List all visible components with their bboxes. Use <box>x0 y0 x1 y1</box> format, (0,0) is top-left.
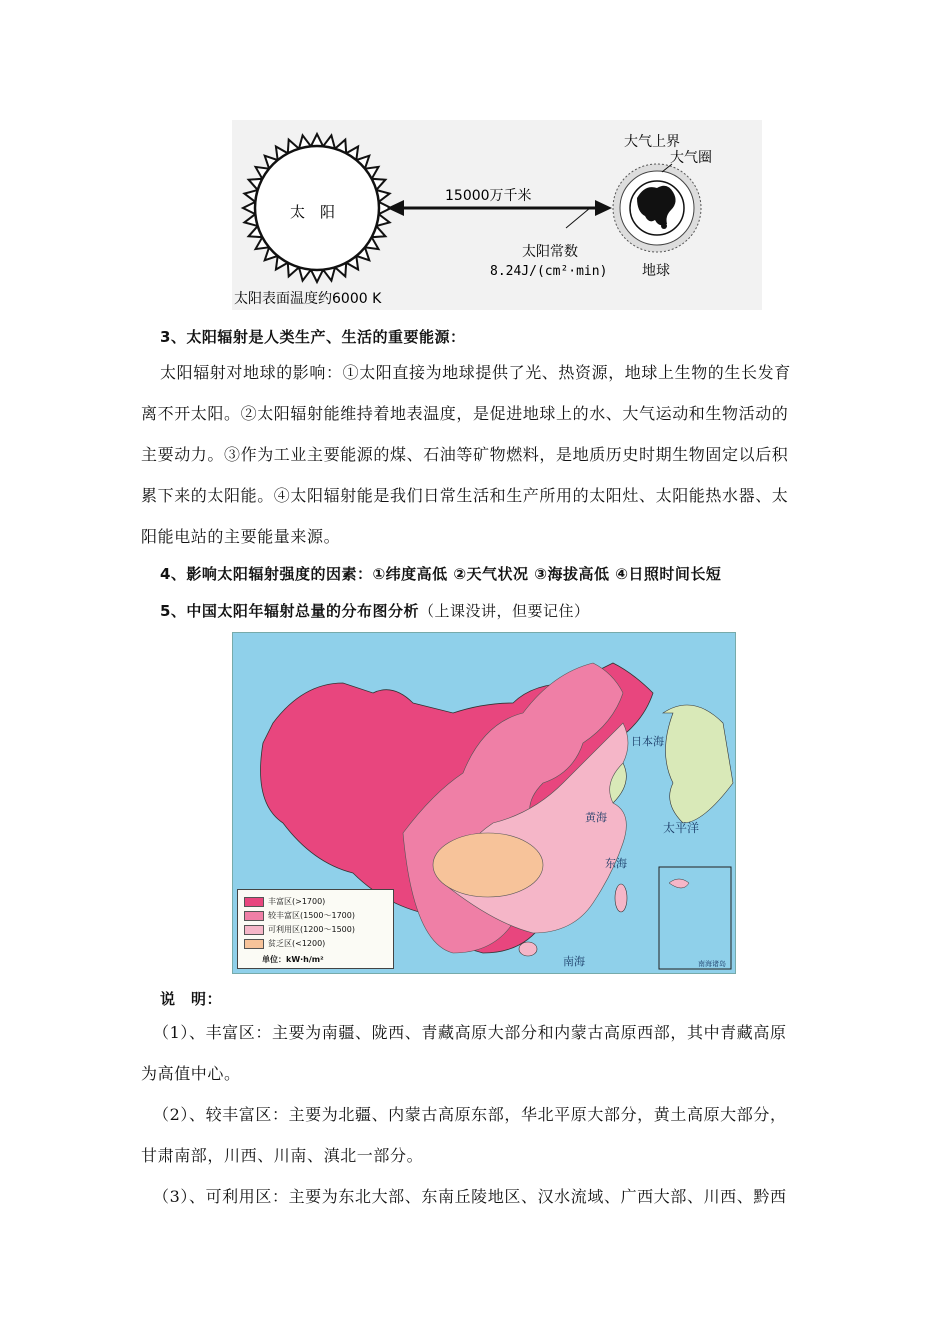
text-line: 累下来的太阳能。④太阳辐射能是我们日常生活和生产所用的太阳灶、太阳能热水器、太 <box>141 486 789 505</box>
sea-yellow-label: 黄海 <box>585 811 607 824</box>
inset-label: 南海诸岛 <box>698 960 726 968</box>
earth-icon <box>613 164 701 252</box>
text-line: （3）、可利用区：主要为东北大部、东南丘陵地区、汉水流域、广西大部、川西、黔西 <box>153 1187 787 1206</box>
section-5-note: （上课没讲，但要记住） <box>418 602 590 620</box>
sun-earth-diagram <box>232 120 762 310</box>
sun-label: 太 阳 <box>290 203 336 221</box>
section-3-heading: 3、太阳辐射是人类生产、生活的重要能源： <box>160 328 466 346</box>
legend-item: 贫乏区(<1200) <box>244 938 325 949</box>
ocean-label: 太平洋 <box>663 821 700 835</box>
legend-swatch <box>244 939 264 949</box>
sea-japan-label: 日本海 <box>631 735 664 748</box>
legend-swatch <box>244 925 264 935</box>
legend-item: 可利用区(1200～1500) <box>244 924 355 935</box>
section-3-body <box>141 352 811 557</box>
china-solar-radiation-map <box>232 632 736 974</box>
legend-swatch <box>244 911 264 921</box>
atmosphere-label: 大气圈 <box>670 150 712 166</box>
text-line: 太阳辐射对地球的影响：①太阳直接为地球提供了光、热资源，地球上生物的生长发育 <box>160 363 791 382</box>
text-line: 主要动力。③作为工业主要能源的煤、石油等矿物燃料，是地质历史时期生物固定以后积 <box>141 445 789 464</box>
solar-constant-value: 8.24J/(cm²·min) <box>490 264 608 279</box>
legend-item: 丰富区(>1700) <box>244 896 325 907</box>
text-line: 阳能电站的主要能量来源。 <box>141 527 341 546</box>
legend-item: 较丰富区(1500～1700) <box>244 910 355 921</box>
legend-swatch <box>244 897 264 907</box>
distance-label: 15000万千米 <box>445 188 532 204</box>
text-line: （2）、较丰富区：主要为北疆、内蒙古高原东部，华北平原大部分，黄土高原大部分， <box>153 1105 787 1124</box>
section-5-heading <box>160 600 589 621</box>
section-5-title: 5、中国太阳年辐射总量的分布图分析 <box>160 602 419 620</box>
map-legend <box>237 889 394 969</box>
earth-label: 地球 <box>642 263 670 279</box>
text-line: 离不开太阳。②太阳辐射能维持着地表温度，是促进地球上的水、大气运动和生物活动的 <box>141 404 789 423</box>
solar-constant-label: 太阳常数 <box>522 244 578 260</box>
text-line: 为高值中心。 <box>141 1064 241 1083</box>
sea-south-label: 南海 <box>563 955 585 968</box>
text-line: （1）、丰富区：主要为南疆、陇西、青藏高原大部分和内蒙古高原西部，其中青藏高原 <box>153 1023 787 1042</box>
sea-east-label: 东海 <box>605 857 627 870</box>
text-line: 甘肃南部，川西、川南、滇北一部分。 <box>141 1146 424 1165</box>
upper-atmosphere-label: 大气上界 <box>624 134 680 150</box>
explanation-heading: 说 明： <box>160 990 223 1008</box>
legend-unit: 单位：kW·h/m² <box>262 955 324 964</box>
section-4-heading: 4、影响太阳辐射强度的因素：①纬度高低 ②天气状况 ③海拔高低 ④日照时间长短 <box>160 565 722 583</box>
sun-temperature-label: 太阳表面温度约6000 K <box>234 291 382 307</box>
explanation-body <box>141 1012 811 1217</box>
